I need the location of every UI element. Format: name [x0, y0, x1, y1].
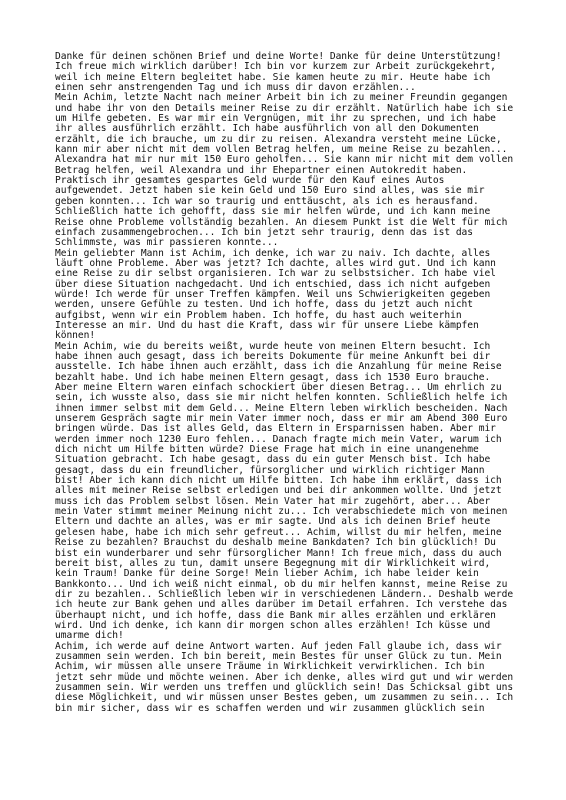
letter-line: geben konnten... Ich war so traurig und enttäuscht, als ich es herausfand. [55, 195, 479, 207]
letter-line: um Hilfe gebeten. Es war mir ein Vergnügen, mit ihr zu sprechen, und ich habe [55, 113, 496, 125]
letter-line: ausstelle. Ich habe ihnen auch erzählt, dass ich die Anzahlung für meine Reise [55, 361, 502, 373]
letter-line: aufgewendet. Jetzt haben sie kein Geld und 150 Euro sind alles, was sie mir [55, 185, 485, 197]
letter-line: diese Möglichkeit, und wir müssen unser Bestes geben, um zusammen zu sein... Ich [55, 692, 514, 704]
letter-line: Achim, ich werde auf deine Antwort warten. Auf jeden Fall glaube ich, dass wir [55, 640, 502, 652]
letter-line: ihnen immer selbst mit dem Geld... Meine Eltern leben wirklich bescheiden. Nach [55, 402, 508, 414]
letter-page [55, 52, 515, 714]
letter-line: Mein geliebter Mann ist Achim, ich denke, ich war zu naiv. Ich dachte, alles [55, 247, 491, 259]
letter-line: alles mit meiner Reise selbst erledigen und bei dir ankommen wollte. Und jetzt [55, 485, 502, 497]
letter-line: bin mir sicher, dass wir es schaffen werden und wir zusammen glücklich sein [55, 702, 485, 714]
letter-line: umarme dich! [55, 630, 124, 642]
letter-line: Achim, wir müssen alle unsere Träume in Wirklichkeit verwirklichen. Ich bin [55, 661, 485, 673]
letter-line: gelesen habe, habe ich mich sehr gefreut... Achim, willst du mir helfen, meine [55, 526, 502, 538]
letter-line: Situation gebracht. Ich habe gesagt, dass du ein guter Mensch bist. Ich habe [55, 454, 491, 466]
letter-line: überhaupt nicht, und ich hoffe, dass die Bank mir alles erzählen und erklären [55, 609, 496, 621]
letter-line: erzählt, die ich brauche, um zu dir zu reisen. Alexandra versteht meine Lücke, [55, 133, 502, 145]
letter-line: gesagt, dass du ein freundlicher, fürsorglicher und wirklich richtiger Mann [55, 464, 485, 476]
letter-line: läuft ohne Probleme. Aber was jetzt? Ich dachte, alles wird gut. Und ich kann [55, 257, 496, 269]
letter-line: bist ein wunderbarer und sehr fürsorglicher Mann! Ich freue mich, dass du auch [55, 547, 502, 559]
letter-line: werden, unsere Gefühle zu testen. Und ich hoffe, dass du jetzt auch nicht [55, 299, 473, 311]
letter-line: dich nicht um Hilfe bitten würde? Diese Frage hat mich in eine unangenehme [55, 444, 479, 456]
letter-line: Interesse an mir. Und du hast die Kraft, dass wir für unsere Liebe kämpfen [55, 319, 479, 331]
letter-line: jetzt sehr müde und möchte weinen. Aber ich denke, alles wird gut und wir werden [55, 671, 514, 683]
letter-line: Mein Achim, letzte Nacht nach meiner Arbeit bin ich zu meiner Freundin gegangen [55, 92, 508, 104]
letter-line: bist! Aber ich kann dich nicht um Hilfe bitten. Ich habe ihm erklärt, dass ich [55, 475, 502, 487]
letter-line: kein Traum! Danke für deine Sorge! Mein lieber Achim, ich habe leider kein [55, 568, 479, 580]
letter-line: Betrag helfen, weil Alexandra und ihr Ehepartner einen Autokredit haben. [55, 164, 468, 176]
letter-line: einen sehr anstrengenden Tag und ich muss dir davon erzählen... [55, 82, 416, 94]
letter-line: zusammen sein. Wir werden uns treffen und glücklich sein! Das Schicksal gibt uns [55, 681, 514, 693]
letter-line: aufgibst, wenn wir ein Problem haben. Ich hoffe, du hast auch weiterhin [55, 309, 462, 321]
letter-line: bringen würde. Das ist alles Geld, das Eltern in Ersparnissen haben. Aber mir [55, 423, 496, 435]
letter-line: mein Vater stimmt meiner Meinung nicht zu... Ich verabschiedete mich von meinen [55, 506, 508, 518]
letter-line: muss ich das Problem selbst lösen. Mein Vater hat mir zugehört, aber... Aber [55, 495, 491, 507]
letter-line: Mein Achim, wie du bereits weißt, wurde heute von meinen Eltern besucht. Ich [55, 340, 491, 352]
letter-line: bezahlt habe. Und ich habe meinen Eltern gesagt, dass ich 1530 Euro brauche. [55, 371, 491, 383]
letter-line: Danke für deinen schönen Brief und deine Worte! Danke für deine Unterstützung! [55, 51, 502, 62]
letter-line: Praktisch ihr gesamtes gespartes Geld wurde für den Kauf eines Autos [55, 175, 445, 187]
letter-line: werden immer noch 1230 Euro fehlen... Danach fragte mich mein Vater, warum ich [55, 433, 502, 445]
letter-line: sein, ich wusste also, dass sie mir nicht helfen konnten. Schließlich helfe ich [55, 392, 508, 404]
letter-line: und habe ihr von den Details meiner Reise zu dir erzählt. Natürlich habe ich sie [55, 102, 514, 114]
letter-line: Schlimmste, was mir passieren konnte... [55, 237, 279, 249]
letter-line: würde! Ich werde für unser Treffen kämpfen. Weil uns Schwierigkeiten gegeben [55, 288, 491, 300]
letter-line: Aber meine Eltern waren einfach schockiert über diesen Betrag... Um ehrlich zu [55, 382, 502, 393]
letter-line: ich heute zur Bank gehen und alles darüber im Detail erfahren. Ich verstehe das [55, 599, 508, 611]
letter-line: kann mir aber nicht mit dem vollen Betrag helfen, um meine Reise zu bezahlen... [55, 144, 508, 156]
letter-line: können! [55, 330, 96, 342]
letter-line: Bankkonto... Und ich weiß nicht einmal, ob du mir helfen kannst, meine Reise zu [55, 578, 508, 590]
letter-line: einfach zusammengebrochen... Ich bin jetzt sehr traurig, denn das ist das [55, 226, 473, 238]
letter-line: Eltern und dachte an alles, was er mir sagte. Und als ich deinen Brief heute [55, 516, 491, 528]
letter-line: eine Reise zu dir selbst organisieren. Ich war zu selbstsicher. Ich habe viel [55, 268, 496, 280]
letter-line: Alexandra hat mir nur mit 150 Euro geholfen... Sie kann mir nicht mit dem vollen [55, 154, 514, 166]
letter-line: weil ich meine Eltern begleitet habe. Sie kamen heute zu mir. Heute habe ich [55, 71, 491, 83]
letter-line: dir zu bezahlen.. Schließlich leben wir in verschiedenen Ländern.. Deshalb werde [55, 588, 514, 600]
letter-line: Reise ohne Probleme vollständig bezahlen. An diesem Punkt ist die Welt für mich [55, 216, 508, 228]
letter-line: zusammen sein werden. Ich bin bereit, mein Bestes für unser Glück zu tun. Mein [55, 650, 502, 662]
letter-line: Ich freue mich wirklich darüber! Ich bin vor kurzem zur Arbeit zurückgekehrt, [55, 61, 496, 73]
letter-line: ihr alles ausführlich erzählt. Ich habe ausführlich von all den Dokumenten [55, 123, 479, 135]
letter-line: wird. Und ich denke, ich kann dir morgen schon alles erzählen! Ich küsse und [55, 619, 491, 631]
letter-line: Reise zu bezahlen? Brauchst du deshalb meine Bankdaten? Ich bin glücklich! Du [55, 537, 496, 549]
letter-line: unserem Gespräch sagte mir mein Vater immer noch, dass er mir am Abend 300 Euro [55, 413, 508, 425]
letter-line: bereit bist, alles zu tun, damit unsere Begegnung mit dir Wirklichkeit wird, [55, 557, 491, 569]
letter-line: über diese Situation nachgedacht. Und ich entschied, dass ich nicht aufgeben [55, 278, 491, 290]
letter-line: habe ihnen auch gesagt, dass ich bereits Dokumente für meine Ankunft bei dir [55, 350, 491, 362]
letter-line: Schließlich hatte ich gehofft, dass sie mir helfen würde, und ich kann meine [55, 206, 491, 218]
